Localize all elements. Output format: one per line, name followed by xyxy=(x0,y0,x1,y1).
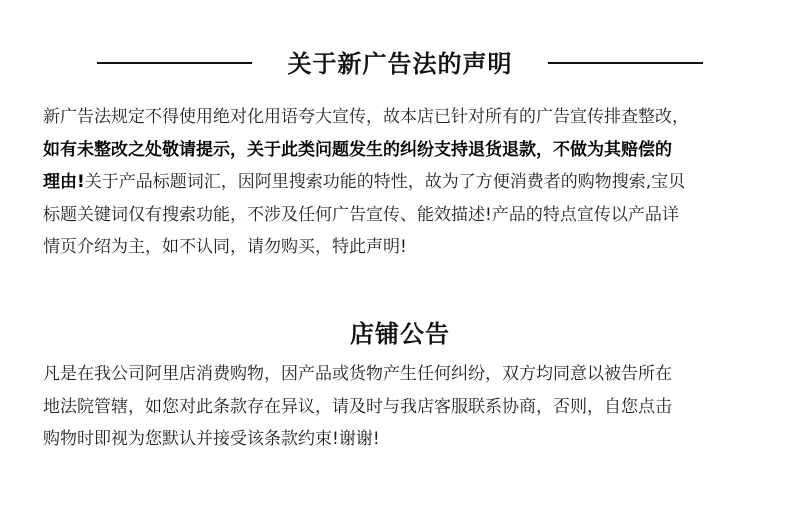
title-rule-right xyxy=(548,62,703,64)
notice-line-3 xyxy=(43,166,763,199)
store-line-3: 购物时即视为您默认并接受该条款约束!谢谢! xyxy=(43,429,380,449)
notice-line-3-text: 关于产品标题词汇，因阿里搜索功能的特性，故为了方便消费者的购物搜索,宝贝 xyxy=(84,172,686,192)
notice-line-5: 情页介绍为主，如不认同，请勿购买，特此声明! xyxy=(43,237,407,257)
title-rule-left xyxy=(97,62,252,64)
store-line-2: 地法院管辖，如您对此条款存在异议，请及时与我店客服联系协商，否则，自您点击 xyxy=(43,396,672,417)
notice-bold-text-1: 如有未整改之处敬请提示，关于此类问题发生的纠纷支持退货退款，不做为其赔偿的 xyxy=(43,139,672,160)
notice-header xyxy=(0,42,800,82)
notice-line-2 xyxy=(43,134,763,167)
store-announcement-title: 店铺公告 xyxy=(350,320,450,348)
store-announcement-body xyxy=(43,358,763,456)
store-line-1: 凡是在我公司阿里店消费购物，因产品或货物产生任何纠纷，双方均同意以被告所在 xyxy=(43,364,672,384)
notice-line-4: 标题关键词仅有搜索功能，不涉及任何广告宣传、能效描述!产品的特点宣传以产品详 xyxy=(43,204,679,225)
notice-line-1: 新广告法规定不得使用绝对化用语夸大宣传，故本店已针对所有的广告宣传排查整改， xyxy=(43,107,689,127)
notice-bold-text-2: 理由! xyxy=(43,172,85,192)
notice-body xyxy=(43,101,763,264)
notice-title: 关于新广告法的声明 xyxy=(287,50,513,78)
